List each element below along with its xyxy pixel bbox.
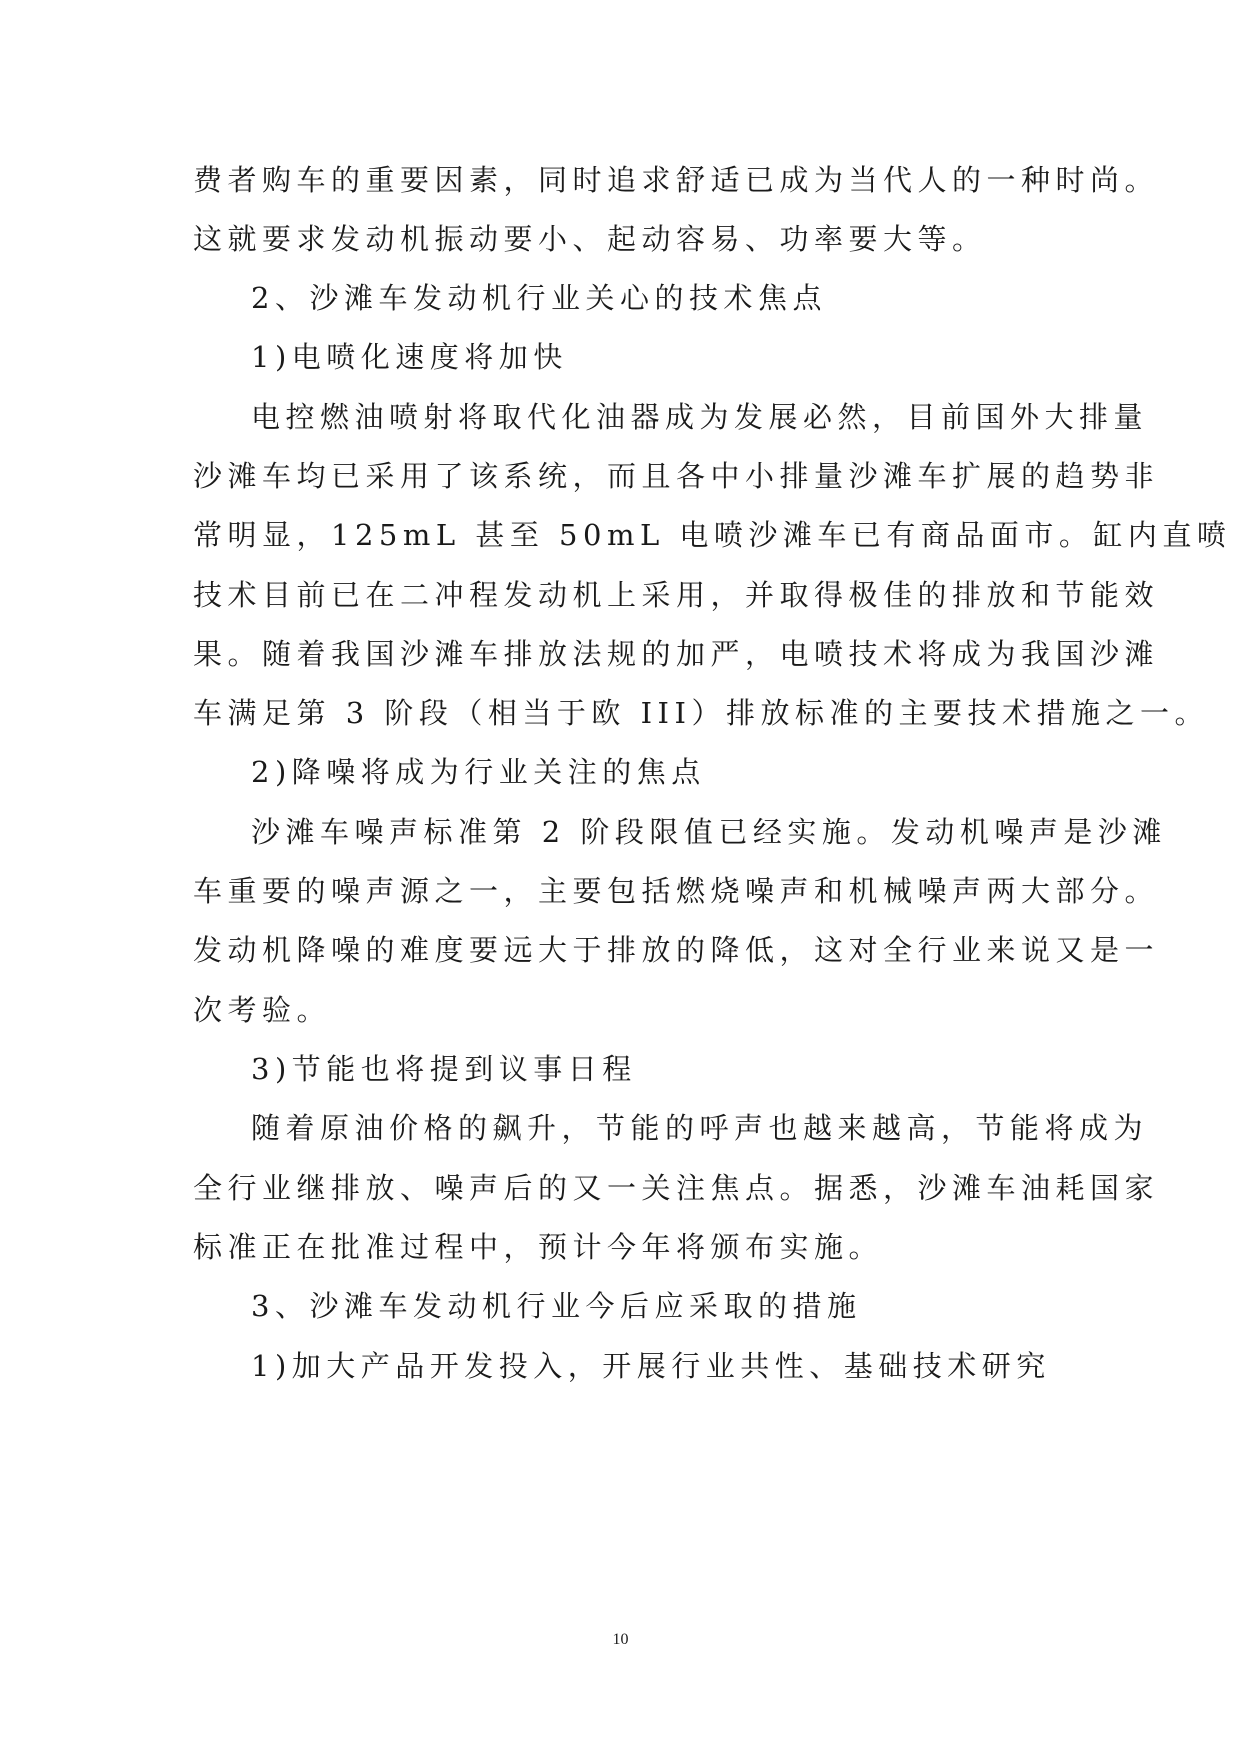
body-text-line: 果。随着我国沙滩车排放法规的加严，电喷技术将成为我国沙滩 <box>193 637 1160 671</box>
paragraph-first-line: 沙滩车噪声标准第 2 阶段限值已经实施。发动机噪声是沙滩 <box>251 815 1167 849</box>
body-text-line: 车满足第 3 阶段（相当于欧 III）排放标准的主要技术措施之一。 <box>193 696 1209 730</box>
section-heading: 3、沙滩车发动机行业今后应采取的措施 <box>251 1289 862 1323</box>
subsection-heading: 3)节能也将提到议事日程 <box>251 1052 637 1086</box>
paragraph-first-line: 随着原油价格的飙升，节能的呼声也越来越高，节能将成为 <box>251 1111 1149 1145</box>
body-text-line: 车重要的噪声源之一，主要包括燃烧噪声和机械噪声两大部分。 <box>193 874 1160 908</box>
body-text-line: 这就要求发动机振动要小、起动容易、功率要大等。 <box>193 222 987 256</box>
paragraph-first-line: 电控燃油喷射将取代化油器成为发展必然，目前国外大排量 <box>251 400 1149 434</box>
body-text-line: 次考验。 <box>193 993 332 1027</box>
subsection-heading: 1)加大产品开发投入，开展行业共性、基础技术研究 <box>251 1349 1051 1383</box>
body-text-line: 沙滩车均已采用了该系统，而且各中小排量沙滩车扩展的趋势非 <box>193 459 1160 493</box>
subsection-heading: 2)降噪将成为行业关注的焦点 <box>251 755 706 789</box>
body-text-line: 费者购车的重要因素，同时追求舒适已成为当代人的一种时尚。 <box>193 163 1160 197</box>
body-text-line: 技术目前已在二冲程发动机上采用，并取得极佳的排放和节能效 <box>193 578 1160 612</box>
body-text-line: 发动机降噪的难度要远大于排放的降低，这对全行业来说又是一 <box>193 933 1160 967</box>
body-text-line: 常明显，125mL 甚至 50mL 电喷沙滩车已有商品面市。缸内直喷 <box>193 518 1232 552</box>
section-heading: 2、沙滩车发动机行业关心的技术焦点 <box>251 281 827 315</box>
page-number: 10 <box>612 1631 629 1648</box>
body-text-line: 全行业继排放、噪声后的又一关注焦点。据悉，沙滩车油耗国家 <box>193 1171 1160 1205</box>
subsection-heading: 1)电喷化速度将加快 <box>251 340 568 374</box>
body-text-line: 标准正在批准过程中，预计今年将颁布实施。 <box>193 1230 884 1264</box>
